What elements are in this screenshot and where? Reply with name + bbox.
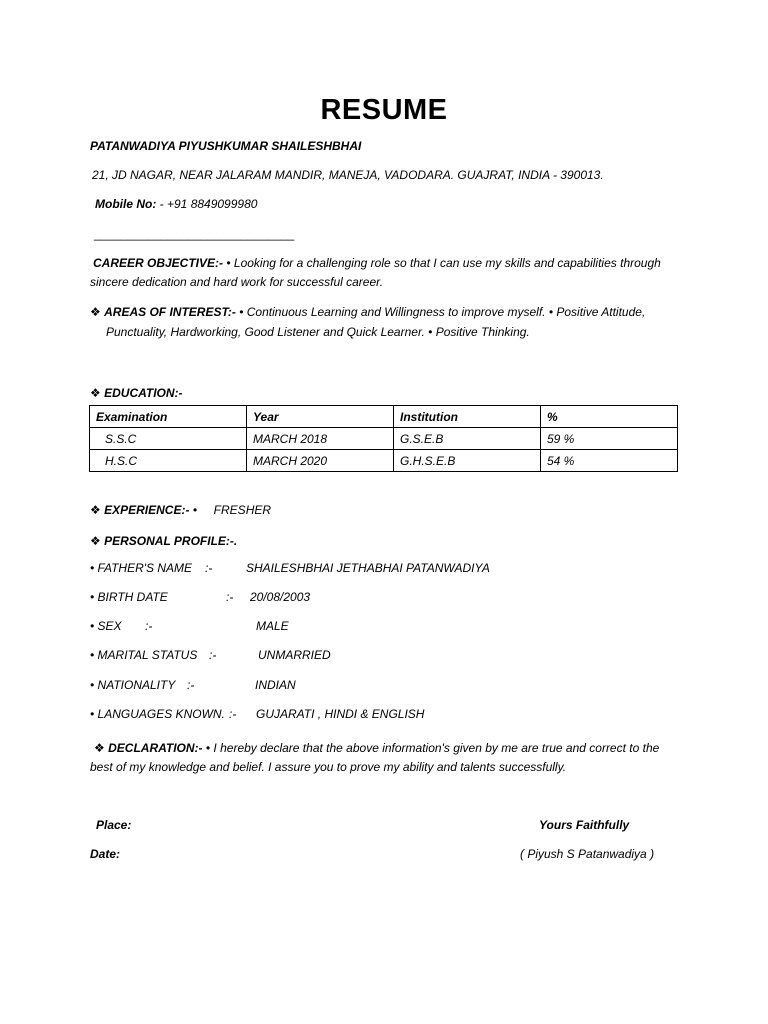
areas-of-interest-text: • Continuous Learning and Willingness to improve myself. • Positive Attitude, xyxy=(239,305,646,319)
table-header: Year xyxy=(247,406,394,428)
career-objective xyxy=(90,254,690,292)
resume-title: RESUME xyxy=(320,94,448,126)
profile-value-marital-status: UNMARRIED xyxy=(258,648,331,662)
profile-label-sex: • SEX xyxy=(90,619,122,633)
table-row xyxy=(90,428,678,450)
experience-line xyxy=(90,503,271,517)
experience-value: • FRESHER xyxy=(192,503,272,517)
career-objective-label: CAREER OBJECTIVE:- xyxy=(93,256,224,270)
place-label: Place: xyxy=(96,818,132,832)
table-cell: S.S.C xyxy=(90,428,247,450)
profile-colon: :- xyxy=(229,707,237,721)
education-table xyxy=(89,405,678,472)
divider-line: ______________________________ xyxy=(94,227,295,241)
experience-label: EXPERIENCE:- xyxy=(104,503,190,517)
profile-label-languages: • LANGUAGES KNOWN. xyxy=(90,707,225,721)
profile-colon: :- xyxy=(145,619,153,633)
candidate-name: PATANWADIYA PIYUSHKUMAR SHAILESHBHAI xyxy=(90,139,362,153)
table-row xyxy=(90,450,678,472)
table-cell: MARCH 2020 xyxy=(247,450,394,472)
address: 21, JD NAGAR, NEAR JALARAM MANDIR, MANEJA, VADODARA. GUAJRAT, INDIA - 390013. xyxy=(92,168,604,182)
table-cell: MARCH 2018 xyxy=(247,428,394,450)
table-header-row xyxy=(90,406,678,428)
table-cell: H.S.C xyxy=(90,450,247,472)
diamond-bullet-icon: ❖ xyxy=(90,305,101,319)
personal-profile-label: PERSONAL PROFILE:-. xyxy=(104,534,238,548)
profile-label-nationality: • NATIONALITY xyxy=(90,678,176,692)
profile-value-birth-date: 20/08/2003 xyxy=(250,590,311,604)
profile-value-sex: MALE xyxy=(256,619,289,633)
personal-profile-heading xyxy=(90,534,237,548)
mobile-value: - +91 8849099980 xyxy=(159,197,258,211)
table-cell: G.S.E.B xyxy=(394,428,541,450)
declaration-text: • I hereby declare that the above information's given by me are true and correct to the best of my knowledge and belief. I assure you to prove my ability and talents successfully. xyxy=(90,741,660,774)
profile-label-marital-status: • MARITAL STATUS xyxy=(90,648,198,662)
declaration xyxy=(90,739,685,777)
profile-value-nationality: INDIAN xyxy=(255,678,296,692)
declaration-label: DECLARATION:- xyxy=(108,741,203,755)
career-objective-text: • Looking for a challenging role so that I can use my skills and capabilities through sincere dedication and hard work for successful career. xyxy=(90,256,661,289)
table-cell: G.H.S.E.B xyxy=(394,450,541,472)
table-cell: 59 % xyxy=(541,428,678,450)
closing-text: Yours Faithfully xyxy=(539,818,630,832)
mobile-label: Mobile No: xyxy=(95,197,157,211)
diamond-bullet-icon: ❖ xyxy=(90,534,101,548)
education-label: EDUCATION:- xyxy=(104,386,183,400)
profile-label-fathers-name: • FATHER'S NAME xyxy=(90,561,193,575)
table-header: % xyxy=(541,406,678,428)
mobile-line xyxy=(95,197,257,211)
profile-colon: :- xyxy=(209,648,217,662)
table-header: Institution xyxy=(394,406,541,428)
profile-colon: :- xyxy=(205,561,213,575)
diamond-bullet-icon: ❖ xyxy=(90,386,101,400)
areas-of-interest-label: AREAS OF INTEREST:- xyxy=(104,305,236,319)
areas-of-interest-line1 xyxy=(90,305,645,319)
table-header: Examination xyxy=(90,406,247,428)
profile-colon: :- xyxy=(226,590,234,604)
signature-name: ( Piyush S Patanwadiya ) xyxy=(520,847,655,861)
diamond-bullet-icon: ❖ xyxy=(90,503,101,517)
date-label: Date: xyxy=(90,847,121,861)
areas-of-interest-line2: Punctuality, Hardworking, Good Listener and Quick Learner. • Positive Thinking. xyxy=(106,325,530,339)
table-cell: 54 % xyxy=(541,450,678,472)
profile-value-fathers-name: SHAILESHBHAI JETHABHAI PATANWADIYA xyxy=(246,561,490,575)
profile-label-birth-date: • BIRTH DATE xyxy=(90,590,168,604)
education-heading xyxy=(90,386,183,400)
profile-colon: :- xyxy=(187,678,195,692)
diamond-bullet-icon: ❖ xyxy=(94,741,105,755)
profile-value-languages: GUJARATI , HINDI & ENGLISH xyxy=(256,707,425,721)
